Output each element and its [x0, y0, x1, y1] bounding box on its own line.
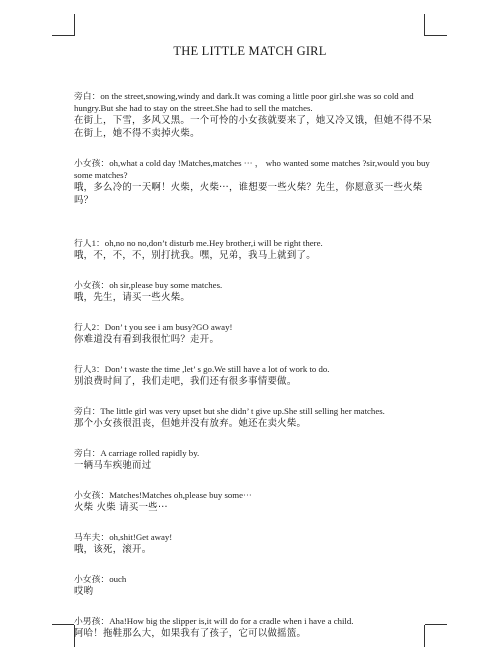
script-entry [74, 157, 434, 207]
script-entry [74, 279, 434, 304]
chinese-line: 哦，不，不，不，别打扰我。嘿，兄弟，我马上就到了。 [74, 250, 316, 261]
english-line: 马车夫：oh,shit!Get away! [74, 532, 173, 542]
script-entry [74, 90, 434, 140]
chinese-line: 你难道没有看到我很忙吗？走开。 [74, 334, 220, 345]
chinese-line: 一辆马车疾驰而过 [74, 460, 152, 471]
chinese-line: 阿哈！拖鞋那么大，如果我有了孩子，它可以做摇篮。 [74, 628, 307, 639]
english-line: 旁白：A carriage rolled rapidly by. [74, 448, 200, 458]
english-line: 旁白：on the street,snowing,windy and dark.It was coming a little poor girl.she was so cold and hungry.But she had to stay on the street.She had to sell the matches. [74, 91, 414, 113]
chinese-line: 哦，该死，滚开。 [74, 544, 152, 555]
chinese-line: 别浪费时间了，我们走吧，我们还有很多事情要做。 [74, 376, 297, 387]
script-body [74, 90, 434, 657]
script-entry [74, 531, 434, 556]
english-line: 行人1：oh,no no no,don’t disturb me.Hey brother,i will be right there. [74, 238, 323, 248]
english-line: 行人2：Don’ t you see i am busy?GO away! [74, 322, 233, 332]
script-entry [74, 237, 434, 262]
crop-mark-bottom-left-h [52, 624, 74, 625]
script-entry [74, 363, 434, 388]
chinese-line: 哦，多么冷的一天啊！火柴，火柴···，谁想要一些火柴？先生，你愿意买一些火柴吗？ [74, 182, 423, 206]
english-line: 小女孩：Matches!Matches oh,please buy some··· [74, 490, 252, 500]
chinese-line: 在街上，下雪，多风又黑。一个可怜的小女孩就要来了，她又冷又饿，但她不得不呆在街上，她不得不卖掉火柴。 [74, 115, 432, 139]
crop-mark-top-right [424, 14, 425, 36]
crop-mark-top-left-h [52, 35, 74, 36]
english-line: 旁白：The little girl was very upset but she didn’ t give up.She still selling her matches. [74, 406, 385, 416]
english-line: 小女孩：oh,what a cold day !Matches,matches ··· ， who wanted some matches ?sir,would you buy some matches? [74, 158, 430, 180]
chinese-line: 火柴 火柴 请买一些··· [74, 502, 168, 513]
chinese-line: 那个小女孩很沮丧，但她并没有放弃。她还在卖火柴。 [74, 418, 307, 429]
crop-mark-top-left [74, 14, 75, 36]
english-line: 小男孩：Aha!How big the slipper is,it will do for a cradle when i have a child. [74, 616, 354, 626]
english-line: 行人3：Don’ t waste the time ,let’ s go.We still have a lot of work to do. [74, 364, 330, 374]
chinese-line: 哎哟 [74, 586, 94, 597]
script-entry [74, 489, 434, 514]
script-entry [74, 447, 434, 472]
crop-mark-top-right-h [425, 35, 447, 36]
english-line: 小女孩：oh sir,please buy some matches. [74, 280, 223, 290]
script-entry [74, 321, 434, 346]
script-entry [74, 405, 434, 430]
script-entry [74, 615, 434, 640]
chinese-line: 哦，先生，请买一些火柴。 [74, 292, 191, 303]
script-entry [74, 573, 434, 598]
english-line: 小女孩：ouch [74, 574, 127, 584]
page-title: THE LITTLE MATCH GIRL [173, 44, 327, 58]
